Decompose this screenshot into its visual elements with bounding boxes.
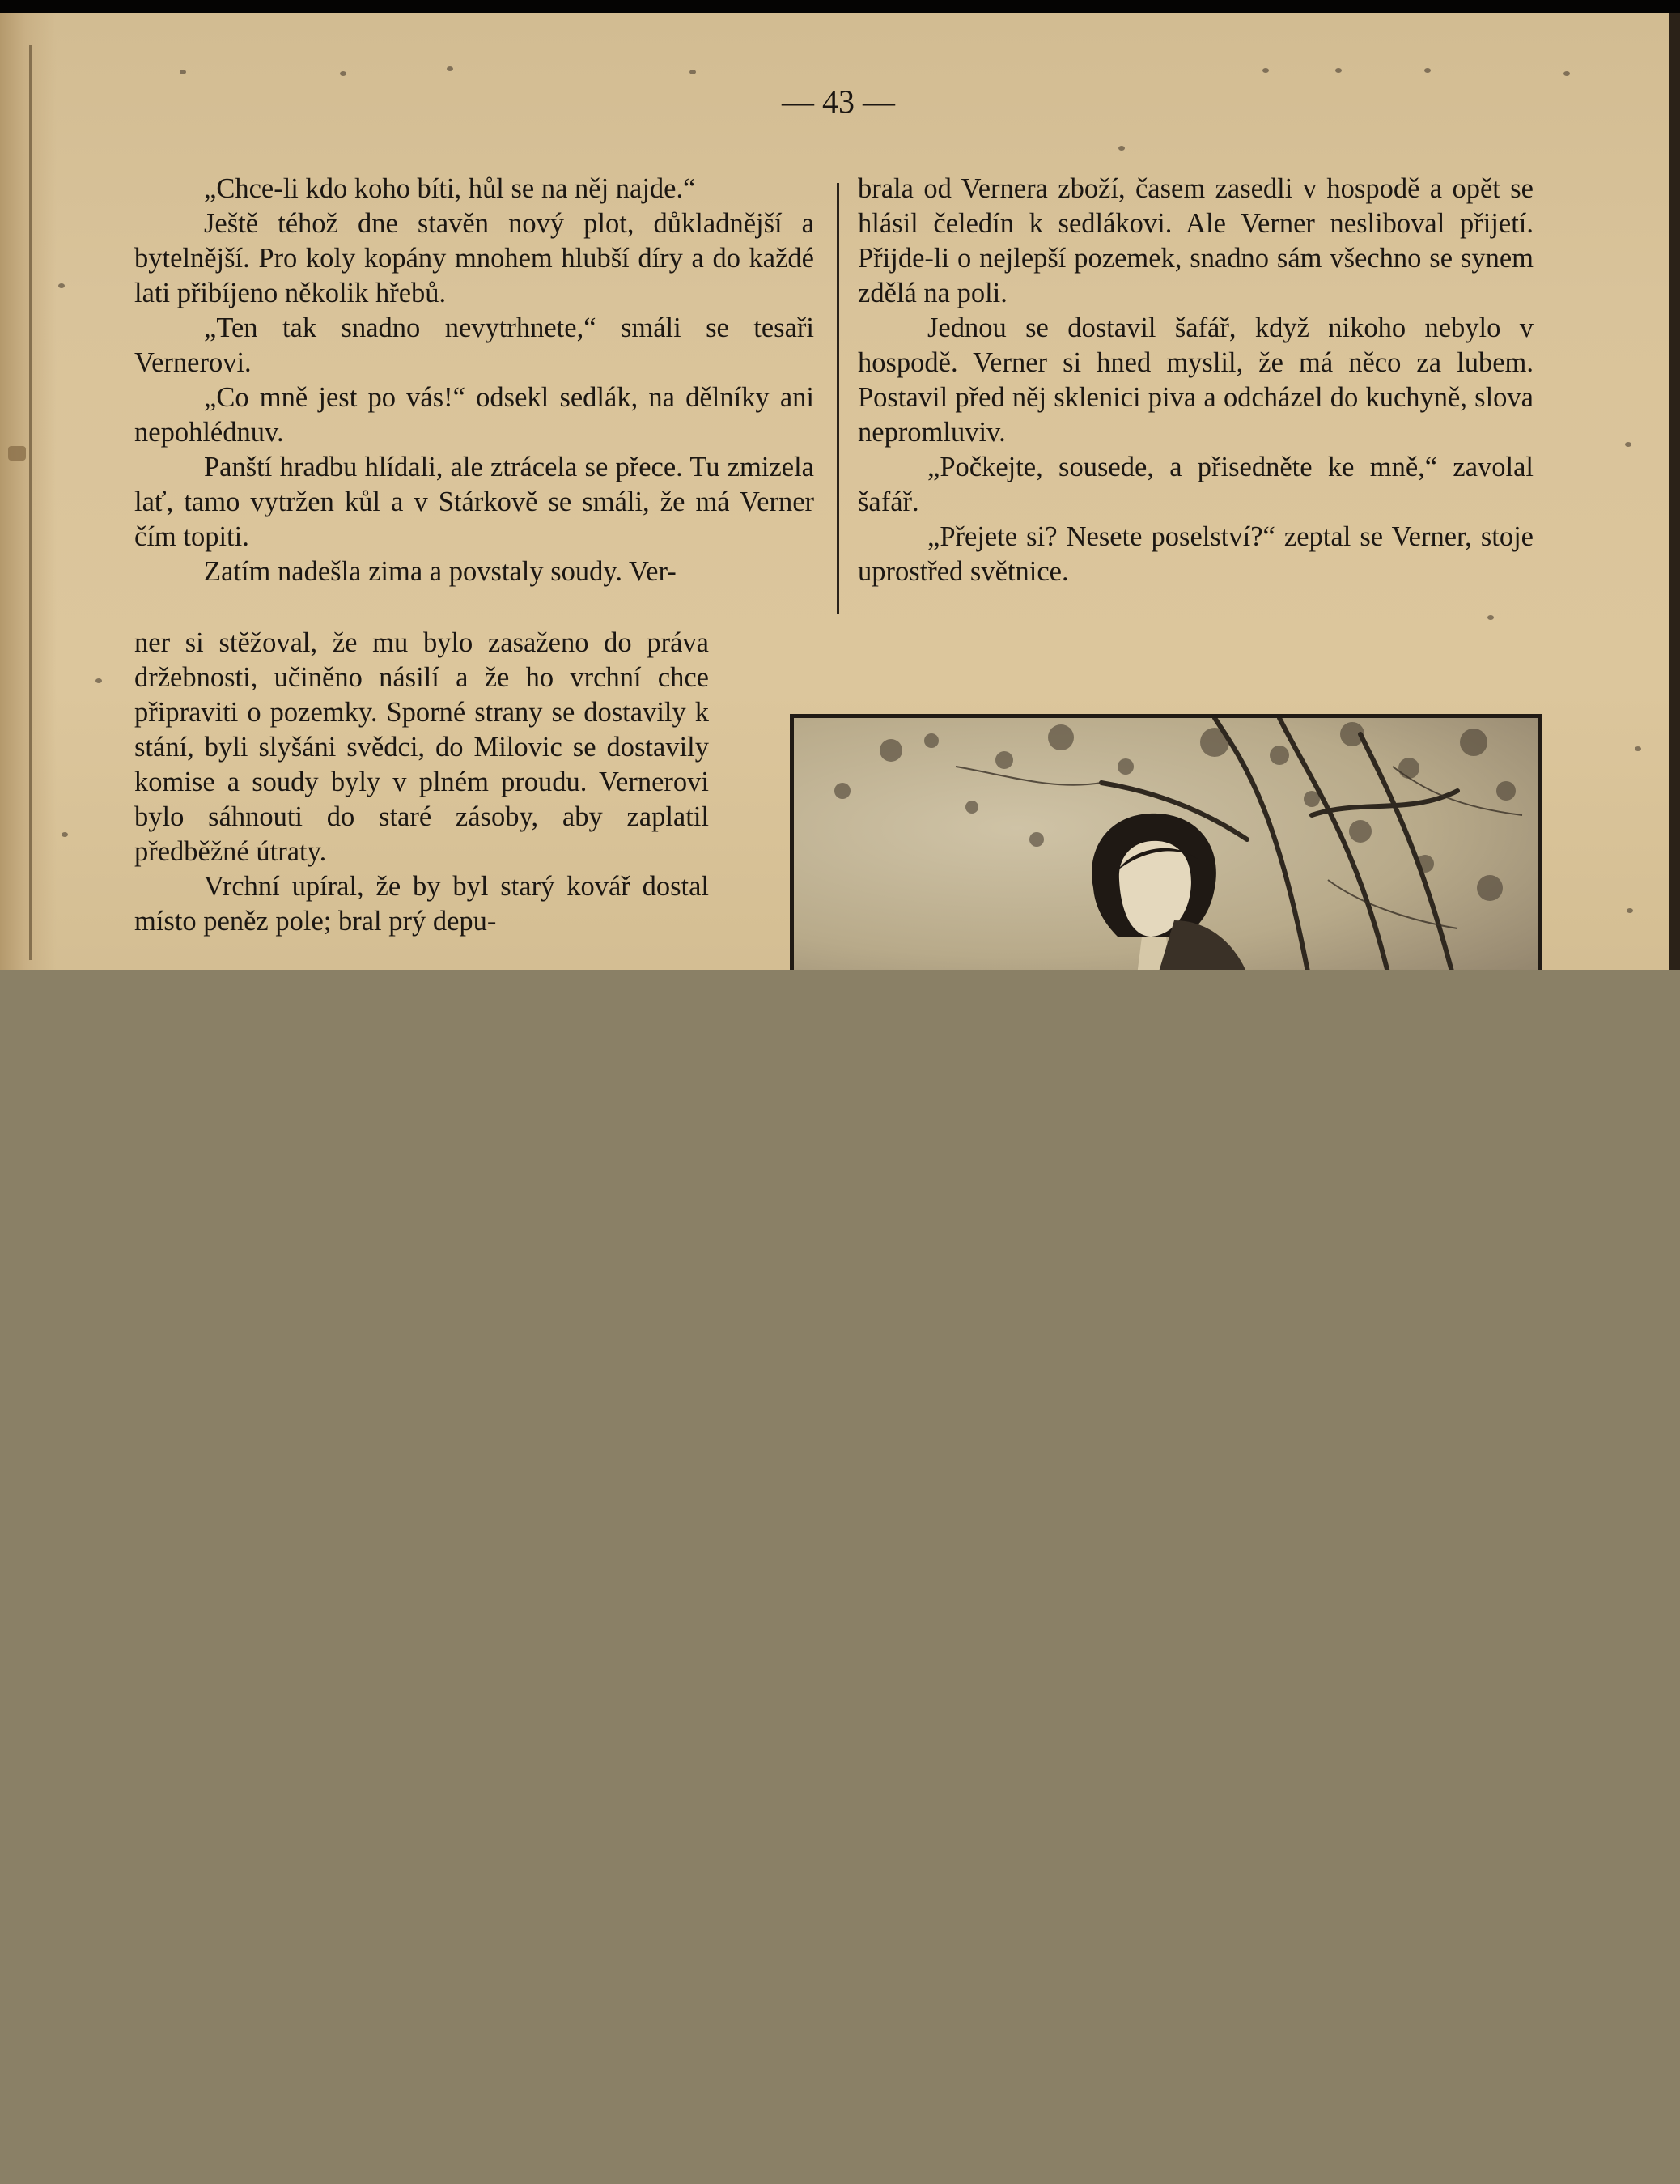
paragraph: „Ten tak snadno nevytrhnete,“ smáli se tesaři Vernerovi. [134,312,814,378]
paragraph: ner si stěžoval, že mu bylo zasaženo do práva držebnosti, učiněno násilí a že ho vrchní chce připraviti o pozemky. Sporné strany se dostavily k stání, byli slyšáni svědci, do Milovic se dostavily komise a soudy byly v plném proudu. Vernerovi bylo sáhnouti do staré zásoby, aby zaplatil předběžné útraty. [134,627,709,867]
paper-speck [180,70,186,74]
paper-speck [58,283,65,288]
binding-stain [8,446,26,461]
paper-speck [1262,68,1269,73]
paper-speck [1635,746,1641,751]
paragraph: Vrchní upíral, že by byl starý kovář dostal místo peněz pole; bral prý depu- [134,871,709,937]
left-column-continued [134,626,709,939]
paragraph: „Přejete si? Nesete poselství?“ zeptal se Verner, stoje uprostřed světnice. [858,521,1534,587]
paragraph: Panští hradbu hlídali, ale ztrácela se přece. Tu zmizela lať, tamo vytržen kůl a v Stárkově se smáli, že má Verner čím topiti. [134,452,814,552]
left-column [134,172,814,589]
right-page-edge [1669,13,1680,970]
paragraph: Jednou se dostavil šafář, když nikoho nebylo v hospodě. Verner si hned myslil, že má něco za lubem. Postavil před něj sklenici piva a odcházel do kuchyně, slova nepromluviv. [858,312,1534,448]
paper-speck [1118,146,1125,151]
paper-speck [447,66,453,71]
engraving-drawing [794,718,1542,970]
top-black-border [0,0,1680,13]
paragraph: „Počkejte, sousede, a přisedněte ke mně,“ zavolal šafář. [858,452,1534,517]
paper-speck [1424,68,1431,73]
paper-speck [1487,615,1494,620]
binding-edge [29,45,32,960]
paper-speck [689,70,696,74]
paragraph: brala od Vernera zboží, časem zasedli v hospodě a opět se hlásil čeledín k sedlákovi. Ale Verner nesliboval přijetí. Přijde-li o nejlepší pozemek, snadno sám všechno se synem zdělá na poli. [858,173,1534,308]
paragraph: Zatím nadešla zima a povstaly soudy. Ver- [204,556,677,587]
paragraph: „Co mně jest po vás!“ odsekl sedlák, na dělníky ani nepohlédnuv. [134,382,814,448]
page-number: — 43 — [782,83,895,120]
right-column [858,172,1534,589]
paper-speck [1335,68,1342,73]
illustration-woman-under-tree [790,714,1542,970]
column-divider [837,183,839,614]
paper-speck [62,832,68,837]
book-page [0,13,1669,970]
paper-speck [95,678,102,683]
page-fold-shadow [0,13,57,970]
paper-speck [1625,442,1631,447]
paper-speck [1627,908,1633,913]
paragraph: Ještě téhož dne stavěn nový plot, důkladnější a bytelnější. Pro koly kopány mnohem hlubší díry a do každé lati přibíjeno několik hřebů. [134,208,814,308]
paper-speck [1563,71,1570,76]
paper-speck [340,71,346,76]
paragraph: „Chce-li kdo koho bíti, hůl se na něj najde.“ [204,173,696,204]
